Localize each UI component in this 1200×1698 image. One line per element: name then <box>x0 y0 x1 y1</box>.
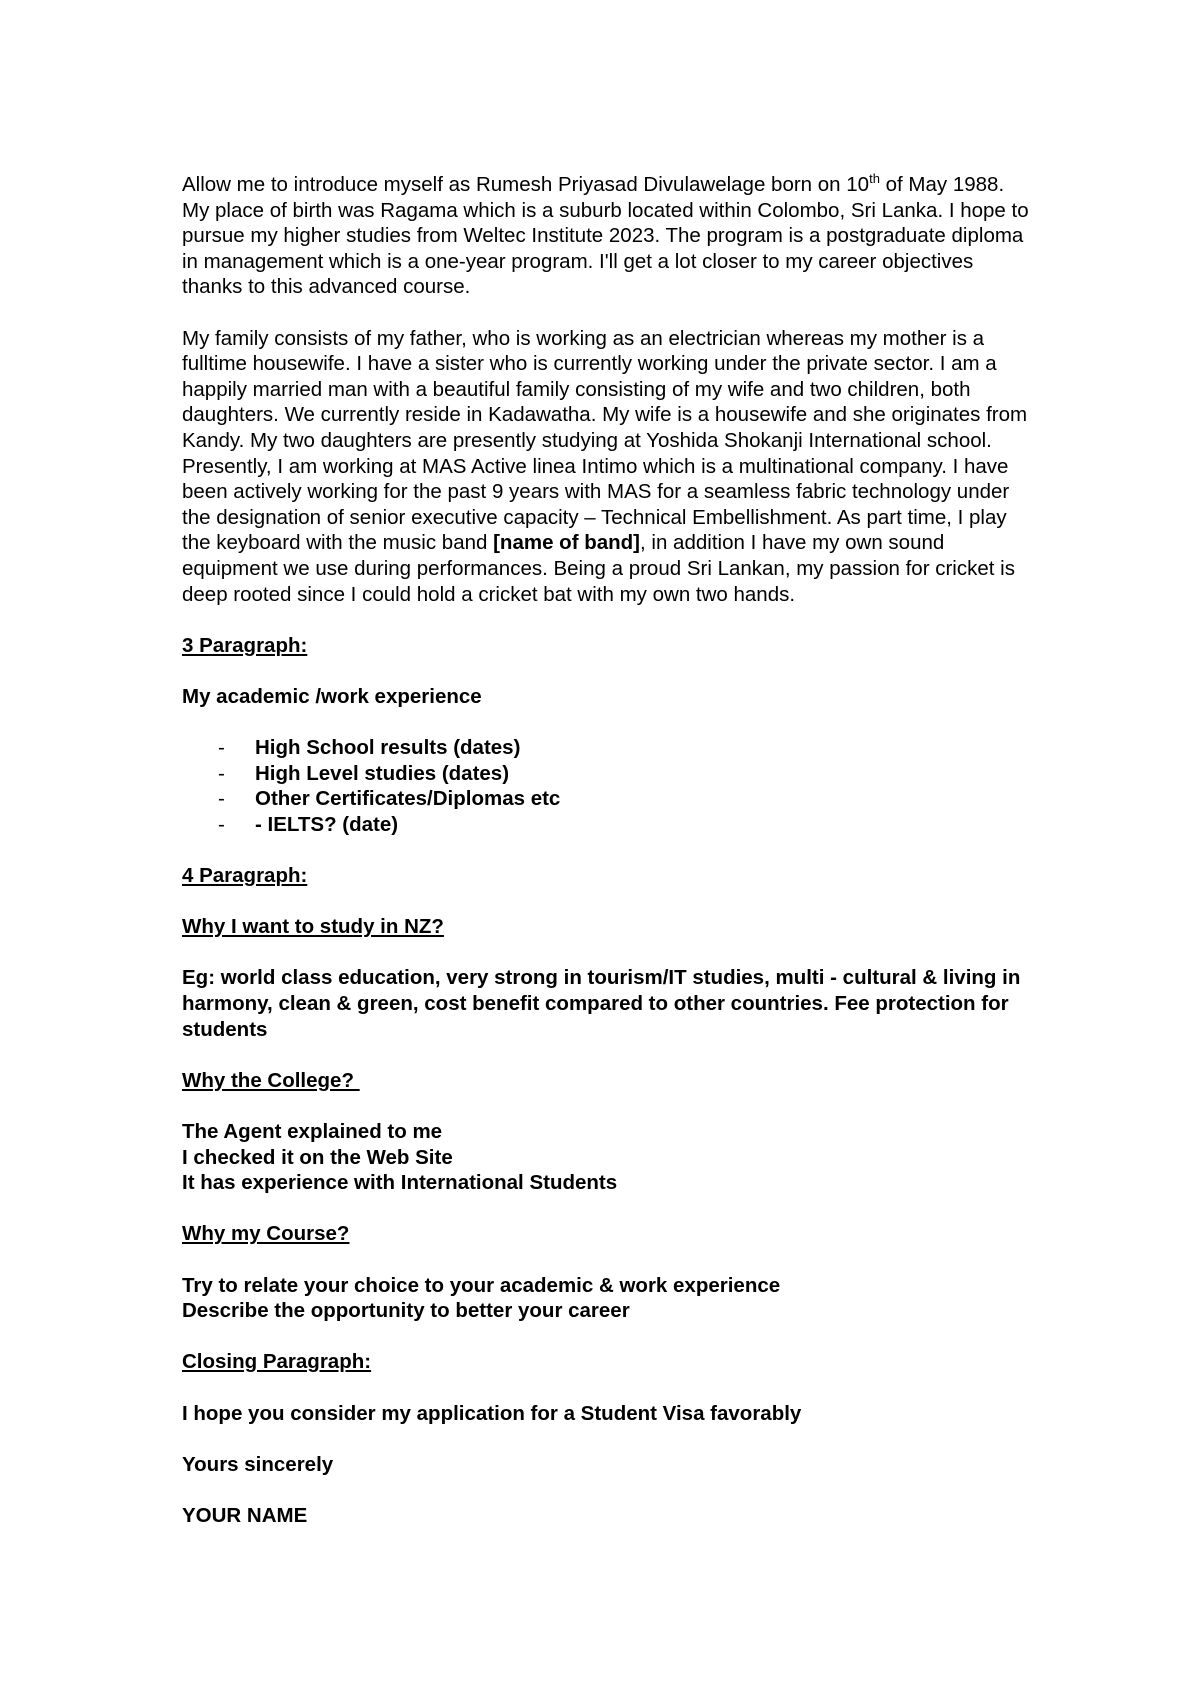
list-item-text: High Level studies (dates) <box>255 761 510 785</box>
intro-text-end: of May 1988. My place of birth was Ragama which is a suburb located within Colombo, Sri Lanka. I hope to pursue my higher studies from Weltec Institute 2023. The program is a postgraduate diploma in management which is a one-year program. I'll get a lot closer to my career objectives thanks to this advanced course. <box>182 173 1029 299</box>
college-line: The Agent explained to me <box>182 1119 443 1143</box>
why-college-lines <box>182 1119 1032 1196</box>
list-item <box>182 786 1032 812</box>
college-line: It has experience with International Students <box>182 1171 618 1195</box>
closing-heading: Closing Paragraph: <box>182 1350 372 1374</box>
why-nz-text: Eg: world class education, very strong in tourism/IT studies, multi - cultural & living in harmony, clean & green, cost benefit compared to other countries. Fee protection for students <box>182 966 1021 1041</box>
why-college-heading: Why the College? <box>182 1068 360 1092</box>
dash-bullet: - <box>218 761 225 785</box>
why-nz-heading: Why I want to study in NZ? <box>182 915 444 939</box>
para3-heading: 3 Paragraph: <box>182 633 308 657</box>
list-item <box>182 812 1032 838</box>
band-name-placeholder: [name of band] <box>493 531 641 555</box>
signature-name: YOUR NAME <box>182 1503 308 1527</box>
why-course-heading: Why my Course? <box>182 1222 350 1246</box>
dash-bullet: - <box>218 787 225 811</box>
document-page <box>182 172 1032 1554</box>
college-line: I checked it on the Web Site <box>182 1145 453 1169</box>
course-line: Describe the opportunity to better your career <box>182 1299 630 1323</box>
salutation: Yours sincerely <box>182 1452 334 1476</box>
list-item <box>182 735 1032 761</box>
academic-subheading: My academic /work experience <box>182 684 482 708</box>
intro-paragraph <box>182 172 1032 300</box>
family-text-start: My family consists of my father, who is working as an electrician whereas my mother is a fulltime housewife. I have a sister who is currently working under the private sector. I am a happily married man with a beautiful family consisting of my wife and two children, both daughters. We currently reside in Kadawatha. My wife is a housewife and she originates from Kandy. My two daughters are presently studying at Yoshida Shokanji International school. Presently, I am working at MAS Active linea Intimo which is a multinational company. I have been actively working for the past 9 years with MAS for a seamless fabric technology under the designation of senior executive capacity – Technical Embellishment. As part time, I play the keyboard with the music band <box>182 326 1028 555</box>
intro-text-start: Allow me to introduce myself as Rumesh Priyasad Divulawelage born on 10 <box>182 173 870 196</box>
list-item <box>182 761 1032 787</box>
dash-bullet: - <box>218 736 225 760</box>
course-line: Try to relate your choice to your academic & work experience <box>182 1273 781 1297</box>
dash-bullet: - <box>218 812 225 836</box>
closing-text: I hope you consider my application for a Student Visa favorably <box>182 1401 802 1425</box>
family-text-end: , in addition I have my own sound equipment we use during performances. Being a proud Sri Lankan, my passion for cricket is deep rooted since I could hold a cricket bat with my own two hands. <box>182 531 1015 606</box>
why-course-lines <box>182 1273 1032 1324</box>
list-item-text: Other Certificates/Diplomas etc <box>255 787 561 811</box>
academic-list <box>182 735 1032 837</box>
family-paragraph <box>182 326 1032 608</box>
intro-superscript: th <box>869 171 880 187</box>
list-item-text: - IELTS? (date) <box>255 812 399 836</box>
list-item-text: High School results (dates) <box>255 736 521 760</box>
para4-heading: 4 Paragraph: <box>182 864 308 888</box>
